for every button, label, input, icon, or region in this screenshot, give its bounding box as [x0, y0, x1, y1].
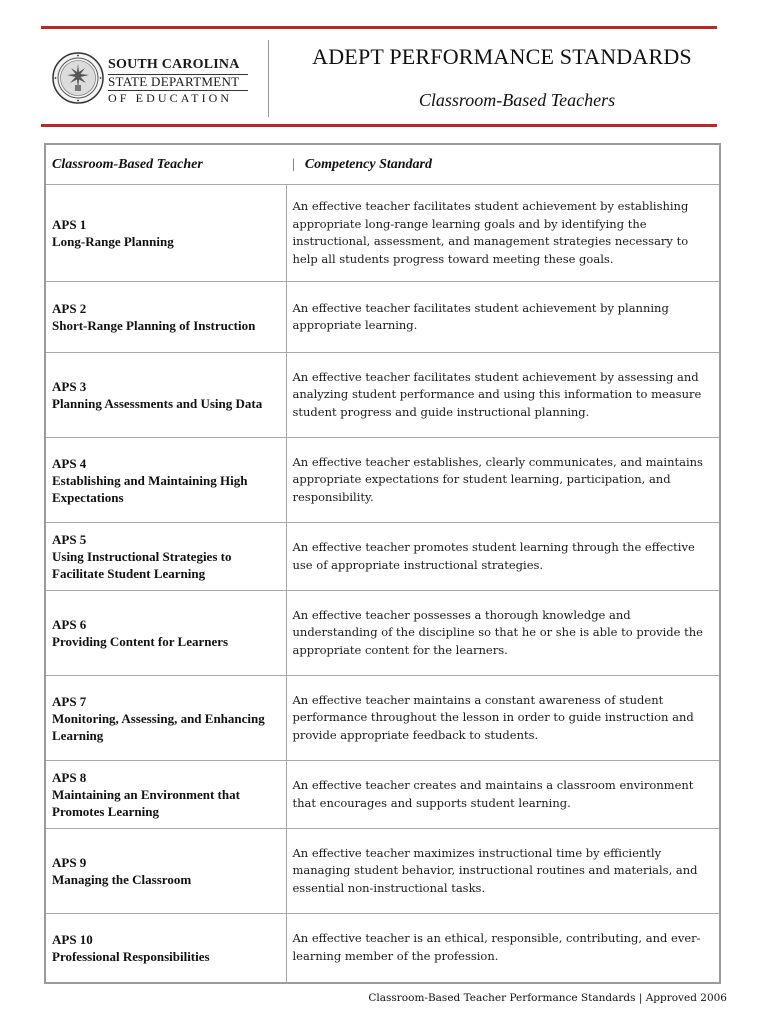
standard-name-cell	[46, 591, 286, 676]
table-header-row	[46, 145, 719, 185]
standard-description: An effective teacher is an ethical, responsible, contributing, and ever-learning member of the profession.	[286, 914, 719, 982]
standard-description: An effective teacher maintains a constant awareness of student performance throughout the lesson in order to guide instruction and provide appropriate feedback to students.	[286, 676, 719, 761]
standard-code: APS 3	[52, 379, 87, 394]
column-header-standard-label: Competency Standard	[304, 156, 432, 172]
standard-description: An effective teacher possesses a thorough knowledge and understanding of the discipline so that he or she is able to provide the appropriate content for the learners.	[286, 591, 719, 676]
standard-code: APS 9	[52, 855, 87, 870]
table-row	[46, 185, 719, 282]
page-footer: Classroom-Based Teacher Performance Standards | Approved 2006	[368, 992, 727, 1004]
table-row	[46, 914, 719, 982]
standard-name-cell	[46, 282, 286, 353]
standard-description: An effective teacher creates and maintains a classroom environment that encourages and supports student learning.	[286, 761, 719, 829]
standard-description: An effective teacher promotes student learning through the effective use of appropriate instructional strategies.	[286, 523, 719, 591]
standard-code: APS 7	[52, 693, 87, 709]
standard-name-cell	[46, 829, 286, 914]
column-header-teacher: Classroom-Based Teacher	[46, 145, 286, 185]
standard-name-cell	[46, 676, 286, 761]
standard-title: Professional Responsibilities	[52, 948, 210, 964]
standard-name-cell	[46, 185, 286, 282]
standard-title: Short-Range Planning of Instruction	[52, 318, 256, 333]
standard-name-cell	[46, 438, 286, 523]
standard-code: APS 10	[52, 931, 93, 947]
standard-name-cell	[46, 761, 286, 829]
standard-description: An effective teacher facilitates student achievement by planning appropriate learning.	[286, 282, 719, 353]
state-seal-icon	[52, 52, 104, 104]
org-line-1: SOUTH CAROLINA	[108, 57, 248, 75]
standard-description: An effective teacher establishes, clearly communicates, and maintains appropriate expectations for student learning, participation, and responsibility.	[286, 438, 719, 523]
standard-name-cell	[46, 914, 286, 982]
top-rule	[41, 26, 717, 29]
standard-title: Long-Range Planning	[52, 234, 174, 249]
standard-code: APS 6	[52, 617, 87, 632]
standard-title: Managing the Classroom	[52, 872, 192, 887]
table-row	[46, 523, 719, 591]
organization-name	[108, 57, 258, 105]
table-row	[46, 591, 719, 676]
standard-name-cell	[46, 523, 286, 591]
table-row	[46, 761, 719, 829]
table-row	[46, 676, 719, 761]
org-line-2: STATE DEPARTMENT	[108, 75, 248, 91]
table-row	[46, 353, 719, 438]
standard-title: Monitoring, Assessing, and Enhancing Learning	[52, 710, 265, 743]
table-row	[46, 282, 719, 353]
header-separator: |	[292, 156, 295, 172]
standard-code: APS 4	[52, 455, 87, 471]
standard-code: APS 2	[52, 301, 87, 316]
document-title: ADEPT PERFORMANCE STANDARDS	[312, 44, 692, 69]
standard-description: An effective teacher facilitates student achievement by establishing appropriate long-range learning goals and by identifying the instructional, assessment, and management strategies necessary to help all students progress toward meeting these goals.	[286, 185, 719, 282]
standard-title: Providing Content for Learners	[52, 634, 229, 649]
org-line-3: OF EDUCATION	[108, 91, 233, 105]
standard-description: An effective teacher maximizes instructional time by efficiently managing student behavior, instructional routines and materials, and essential non-instructional tasks.	[286, 829, 719, 914]
standard-title: Establishing and Maintaining High Expectations	[52, 472, 248, 505]
table-row	[46, 438, 719, 523]
table-row	[46, 829, 719, 914]
standard-title: Planning Assessments and Using Data	[52, 396, 263, 411]
standard-code: APS 1	[52, 217, 87, 232]
standard-code: APS 5	[52, 532, 87, 547]
standard-description: An effective teacher facilitates student achievement by assessing and analyzing student performance and using this information to measure student progress and guide instructional planning.	[286, 353, 719, 438]
standard-title: Maintaining an Environment that Promotes Learning	[52, 787, 240, 819]
header-divider	[268, 40, 269, 117]
standard-name-cell	[46, 353, 286, 438]
standard-title: Using Instructional Strategies to Facilitate Student Learning	[52, 549, 232, 581]
standards-table	[44, 143, 721, 984]
standard-code: APS 8	[52, 770, 87, 785]
document-subtitle: Classroom-Based Teachers	[418, 90, 616, 110]
bottom-rule	[41, 124, 717, 127]
column-header-standard	[286, 145, 719, 185]
